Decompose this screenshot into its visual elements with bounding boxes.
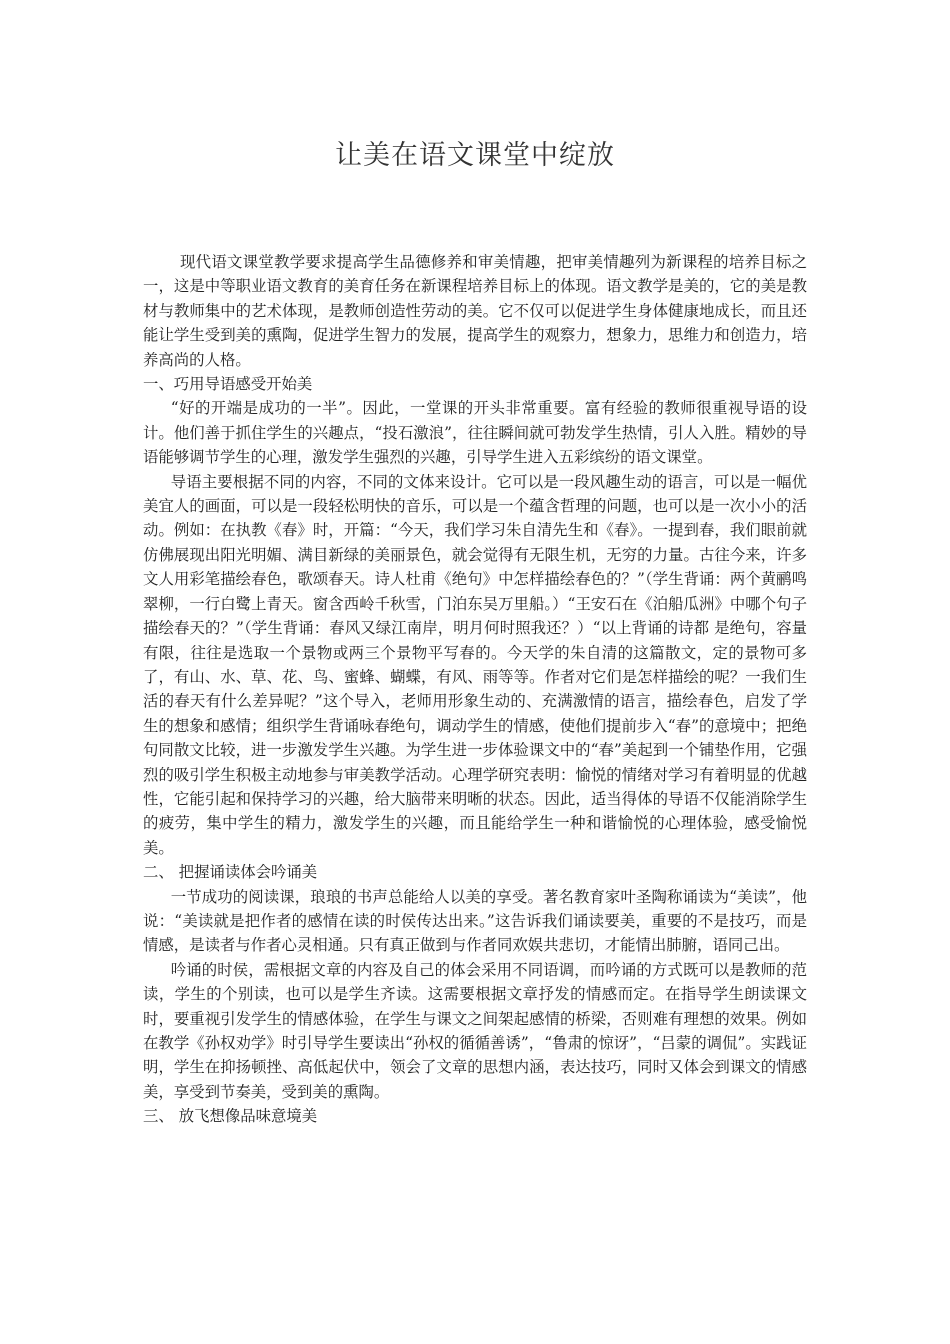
section-heading-2: 二、 把握诵读体会吟诵美 [143, 863, 318, 882]
section-1-paragraph-2: 导语主要根据不同的内容，不同的文体来设计。它可以是一段风趣生动的语言，可以是一幅优美宜人的画面，可以是一段轻松明快的音乐，可以是一个蕴含哲理的问题，也可以是一次小小的活动。例如：在执教《春》时，开篇：“今天，我们学习朱自清先生和《春》。一提到春，我们眼前就仿佛展现出阳光明媚、满目新绿的美丽景色，就会觉得有无限生机，无穷的力量。古往今来，许多文人用彩笔描绘春色，歌颂春天。诗人杜甫《绝句》中怎样描绘春色的？”（学生背诵：两个黄鹂鸣翠柳，一行白鹭上青天。窗含西岭千秋雪，门泊东吴万里船。）“王安石在《泊船瓜洲》中哪个句子描绘春天的？”（学生背诵：春风又绿江南岸，明月何时照我还？）“以上背诵的诗都 是绝句，容量有限，往往是选取一个景物或两三个景物平写春的。今天学的朱自清的这篇散文，定的景物可多了，有山、水、草、花、鸟、蜜蜂、蝴蝶，有风、雨等等。作者对它们是怎样描绘的呢？一我们生活的春天有什么差异呢？”这个导入，老师用形象生动的、充满激情的语言，描绘春色，启发了学生的想象和感情；组织学生背诵咏春绝句，调动学生的情感，使他们提前步入“春”的意境中；把绝句同散文比较，进一步激发学生兴趣。为学生进一步体验课文中的“春”美起到一个铺垫作用，它强烈的吸引学生积极主动地参与审美教学活动。心理学研究表明：愉悦的情绪对学习有着明显的优越性，它能引起和保持学习的兴趣，给大脑带来明晰的状态。因此，适当得体的导语不仅能消除学生的疲劳，集中学生的精力，激发学生的兴趣，而且能给学生一种和谐愉悦的心理体验，感受愉悦美。 [143, 472, 807, 857]
intro-paragraph: 现代语文课堂教学要求提高学生品德修养和审美情趣，把审美情趣列为新课程的培养目标之一，这是中等职业语文教育的美育任务在新课程培养目标上的体现。语文教学是美的，它的美是教材与教师集中的艺术体现，是教师创造性劳动的美。它不仅可以促进学生身体健康地成长，而且还能让学生受到美的熏陶，促进学生智力的发展，提高学生的观察力，想象力，思维力和创造力，培养高尚的人格。 [143, 253, 807, 369]
section-heading-3: 三、 放飞想像品味意境美 [143, 1107, 318, 1126]
section-2-paragraph-1: 一节成功的阅读课，琅琅的书声总能给人以美的享受。著名教育家叶圣陶称诵读为“美读”，他说：“美读就是把作者的感情在读的时侯传达出来。”这告诉我们诵读要美，重要的不是技巧，而是情感，是读者与作者心灵相通。只有真正做到与作者同欢娱共悲切，才能情出肺腑，语同己出。 [143, 887, 807, 955]
section-heading-1: 一、巧用导语感受开始美 [143, 375, 313, 394]
section-1-paragraph-1: “好的开端是成功的一半”。因此，一堂课的开头非常重要。富有经验的教师很重视导语的设计。他们善于抓住学生的兴趣点，“投石激浪”，往往瞬间就可勃发学生热情，引人入胜。精妙的导语能够调节学生的心理，激发学生强烈的兴趣，引导学生进入五彩缤纷的语文课堂。 [143, 399, 807, 467]
document-title: 让美在语文课堂中绽放 [335, 140, 615, 171]
section-2-paragraph-2: 吟诵的时侯，需根据文章的内容及自己的体会采用不同语调，而吟诵的方式既可以是教师的范读，学生的个别读，也可以是学生齐读。这需要根据文章抒发的情感而定。在指导学生朗读课文时，要重视引发学生的情感体验，在学生与课文之间架起感情的桥梁，否则难有理想的效果。例如在教学《孙权劝学》时引导学生要读出“孙权的循循善诱”，“鲁肃的惊讶”，“吕蒙的调侃”。实践证明，学生在抑扬顿挫、高低起伏中，领会了文章的思想内涵，表达技巧，同时又体会到课文的情感美，享受到节奏美，受到美的熏陶。 [143, 960, 807, 1101]
document-body [143, 250, 807, 1129]
